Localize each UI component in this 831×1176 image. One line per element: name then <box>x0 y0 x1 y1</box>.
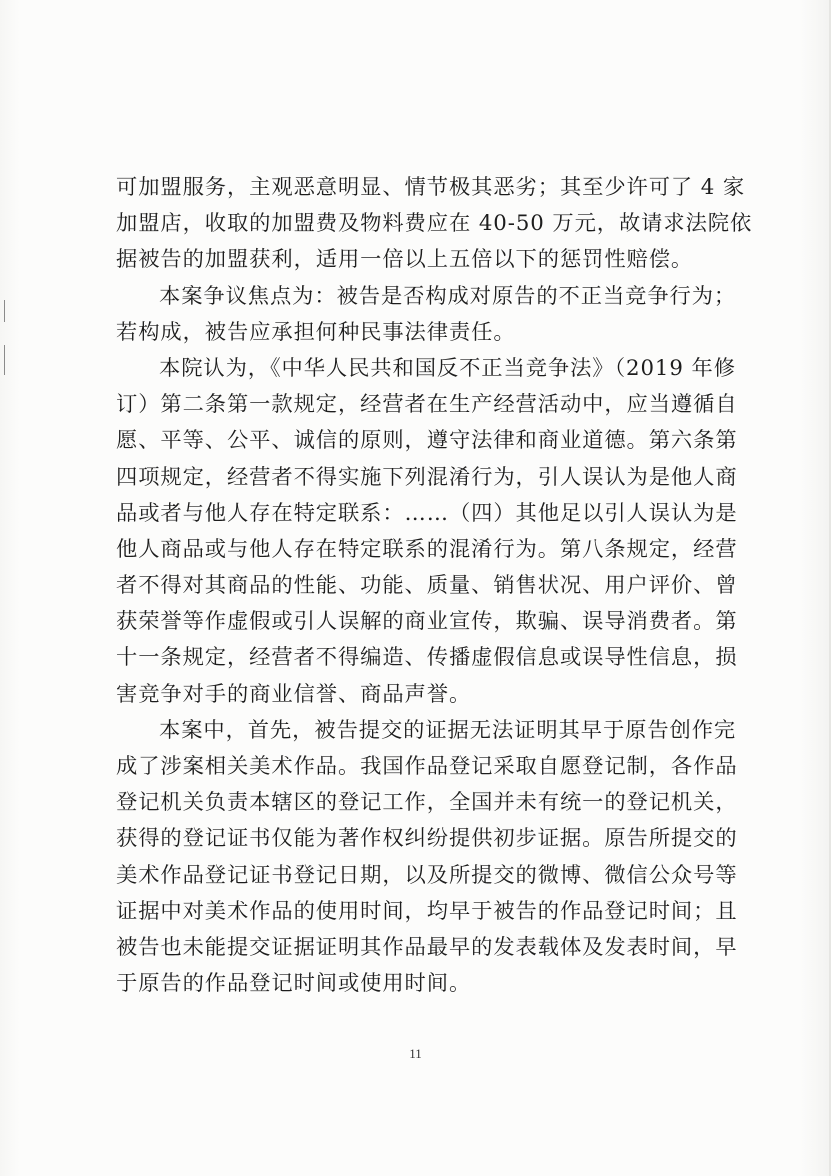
page-number: 11 <box>409 1046 422 1061</box>
text-line: 愿、平等、公平、诚信的原则，遵守法律和商业道德。第六条第 <box>116 428 738 454</box>
text-line: 据被告的加盟获利，适用一倍以上五倍以下的惩罚性赔偿。 <box>116 247 694 273</box>
text-line: 十一条规定，经营者不得编造、传播虚假信息或误导性信息，损 <box>116 645 738 671</box>
text-line: 成了涉案相关美术作品。我国作品登记采取自愿登记制，各作品 <box>116 754 738 779</box>
text-line: 四项规定，经营者不得实施下列混淆行为，引人误认为是他人商 <box>116 464 738 490</box>
text-line: 他人商品或与他人存在特定联系的混淆行为。第八条规定，经营 <box>116 536 738 562</box>
text-line: 可加盟服务，主观恶意明显、情节极其恶劣；其至少许可了 4 家 <box>116 175 746 200</box>
text-line: 若构成，被告应承担何种民事法律责任。 <box>116 319 516 345</box>
text-line: 订）第二条第一款规定，经营者在生产经营活动中，应当遵循自 <box>116 392 738 418</box>
text-line: 本案中，首先，被告提交的证据无法证明其早于原告创作完 <box>159 717 737 743</box>
text-line: 本案争议焦点为：被告是否构成对原告的不正当竞争行为； <box>159 283 737 309</box>
text-line: 者不得对其商品的性能、功能、质量、销售状况、用户评价、曾 <box>116 573 738 599</box>
text-line: 获得的登记证书仅能为著作权纠纷提供初步证据。原告所提交的 <box>116 826 738 852</box>
body-text <box>116 170 753 1002</box>
scan-mark <box>4 300 5 322</box>
text-line: 品或者与他人存在特定联系：……（四）其他足以引人误认为是 <box>116 500 738 526</box>
text-line: 本院认为，《中华人民共和国反不正当竞争法》（2019 年修 <box>159 355 736 381</box>
text-line: 被告也未能提交证据证明其作品最早的发表载体及发表时间，早 <box>116 934 738 960</box>
text-line: 害竞争对手的商业信誉、商品声誉。 <box>116 681 472 707</box>
text-line: 美术作品登记证书登记日期，以及所提交的微博、微信公众号等 <box>116 862 738 888</box>
text-line: 获荣誉等作虚假或引人误解的商业宣传，欺骗、误导消费者。第 <box>116 609 738 635</box>
scan-mark <box>4 345 5 375</box>
text-line: 加盟店，收取的加盟费及物料费应在 40-50 万元，故请求法院依 <box>116 211 753 237</box>
text-line: 证据中对美术作品的使用时间，均早于被告的作品登记时间；且 <box>116 898 738 924</box>
text-line: 于原告的作品登记时间或使用时间。 <box>116 971 472 997</box>
text-line: 登记机关负责本辖区的登记工作，全国并未有统一的登记机关， <box>116 790 738 816</box>
